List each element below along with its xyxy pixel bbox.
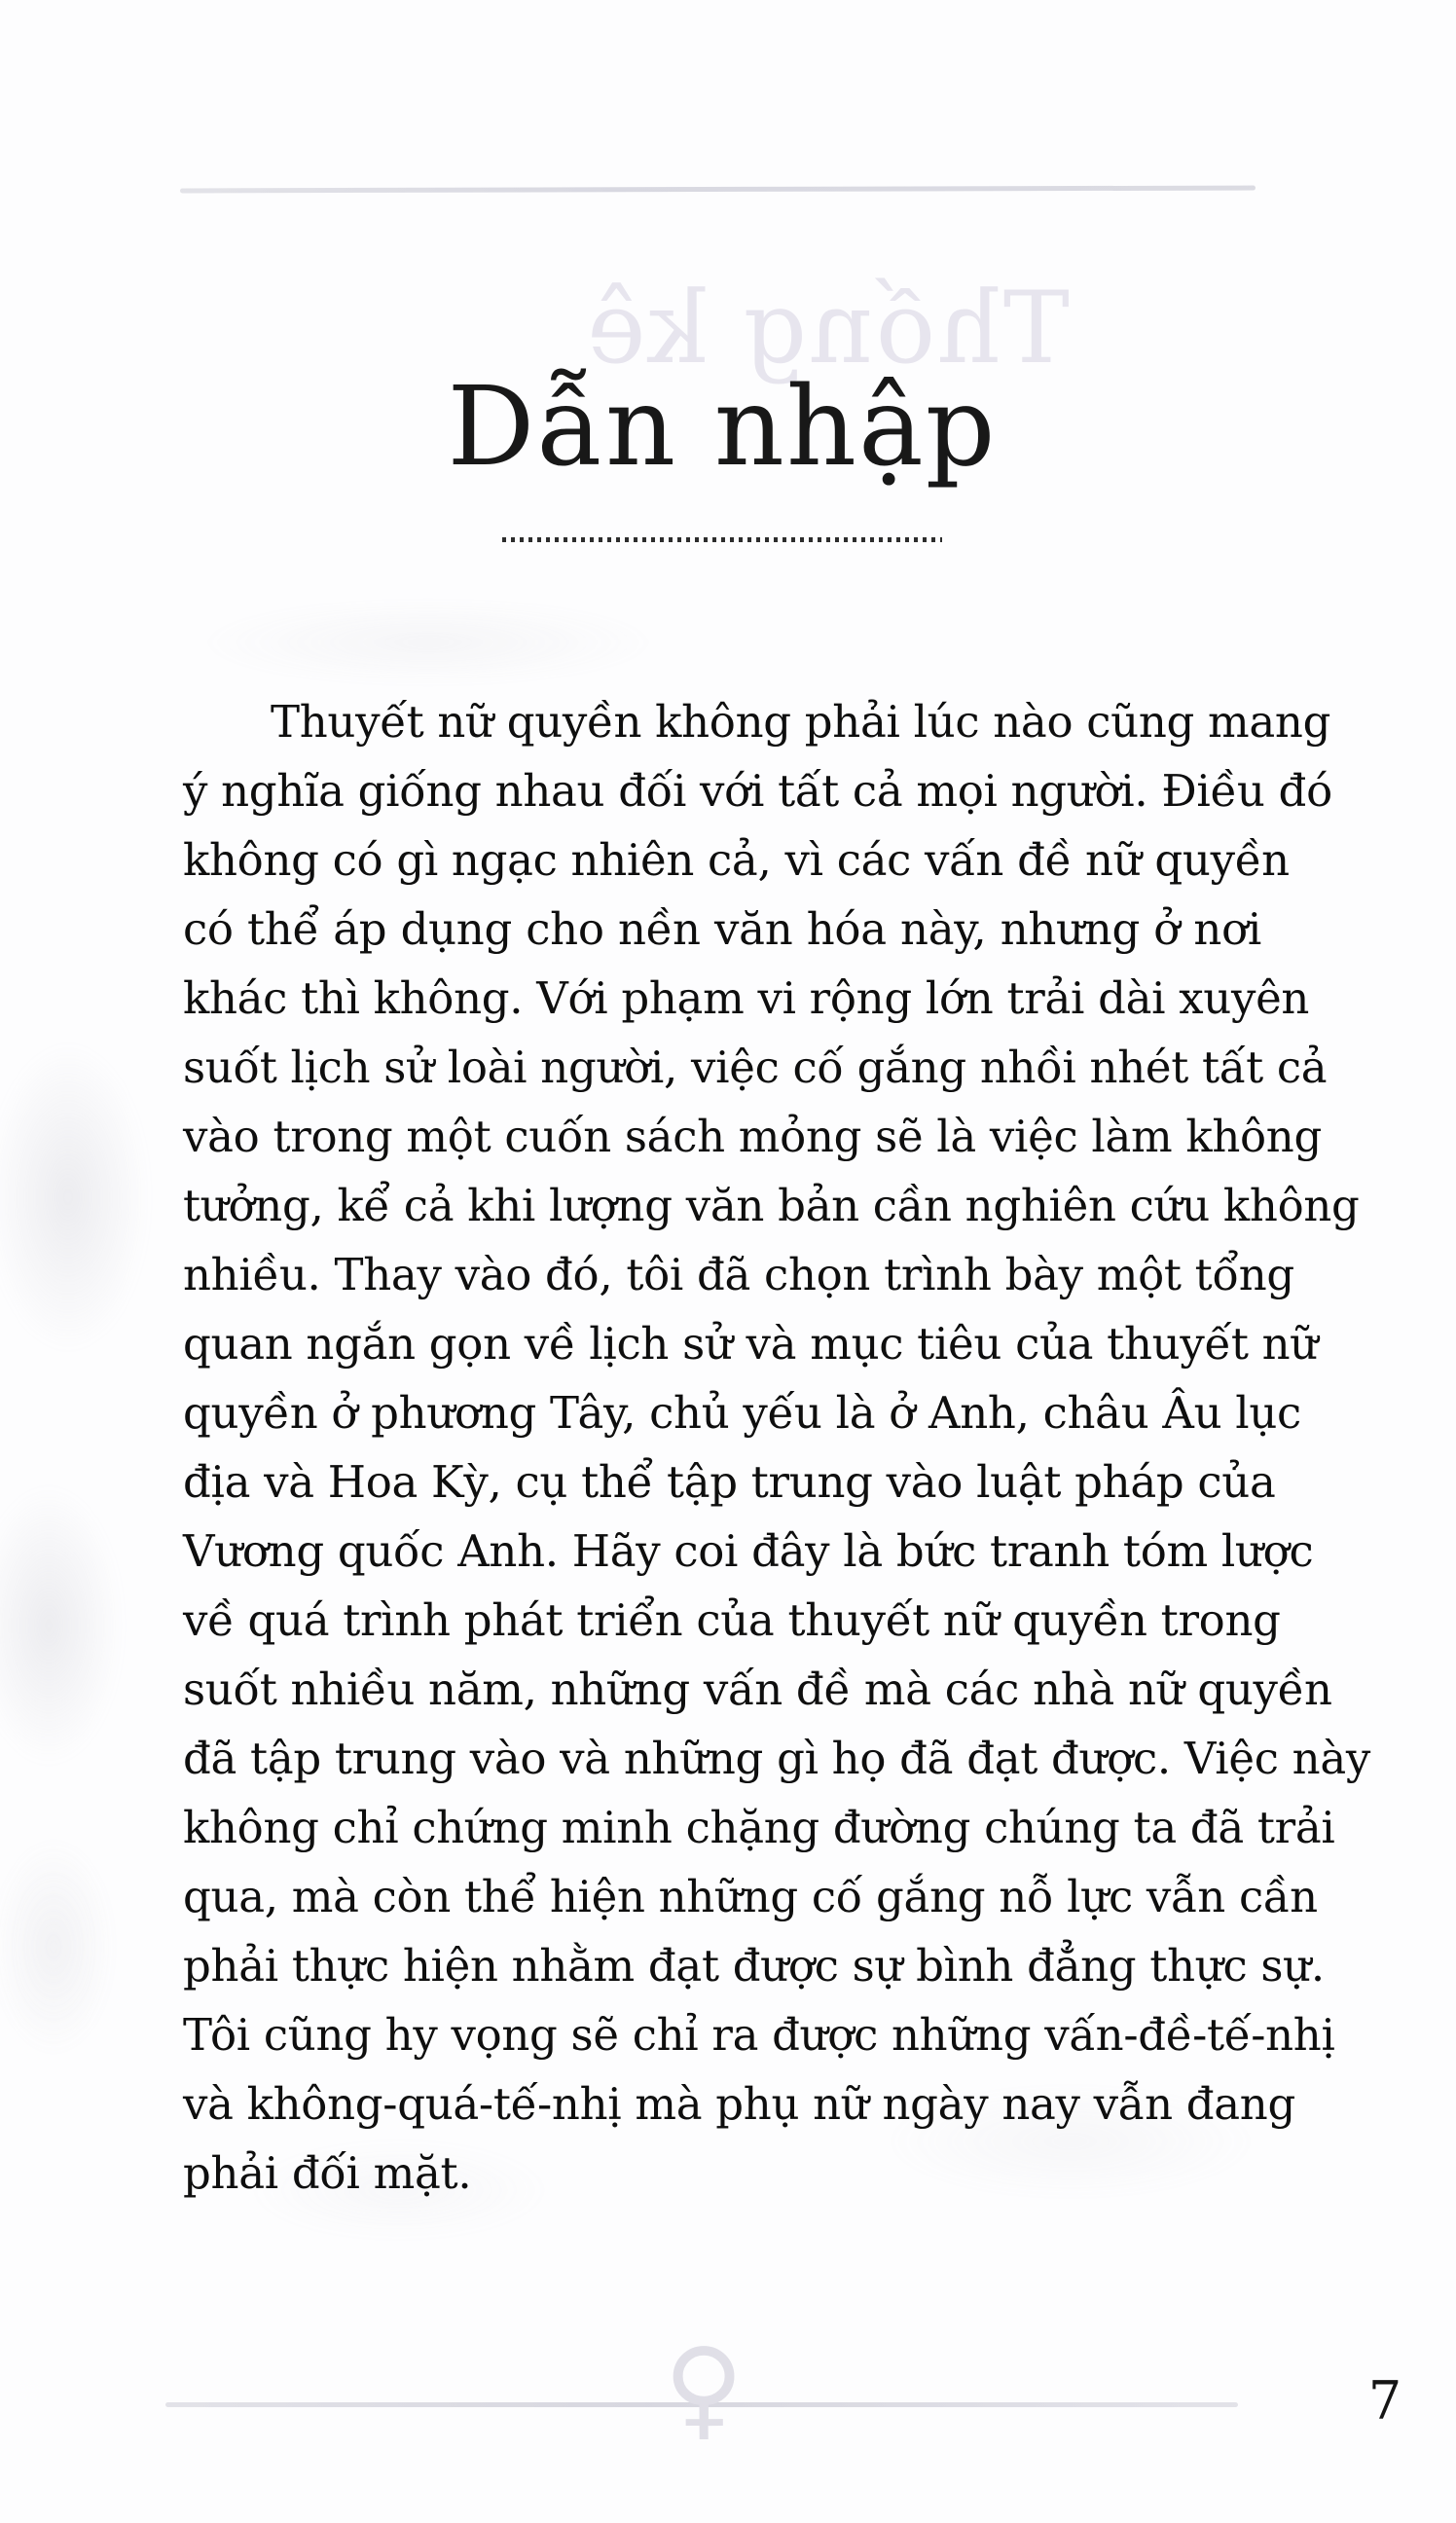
paragraph-line: quan ngắn gọn về lịch sử và mục tiêu của thuyết nữ bbox=[183, 1318, 1318, 1370]
paragraph-line: quyền ở phương Tây, chủ yếu là ở Anh, châu Âu lục bbox=[183, 1387, 1301, 1439]
title-dotted-underline bbox=[502, 536, 942, 543]
scan-blotch bbox=[0, 993, 175, 1402]
page-number: 7 bbox=[1367, 2370, 1402, 2432]
scan-blotch bbox=[0, 1801, 136, 2093]
paragraph-line: đã tập trung vào và những gì họ đã đạt được. Việc này bbox=[183, 1733, 1370, 1784]
bleedthrough-chapter-title: Thống kê bbox=[585, 271, 1070, 386]
paragraph-line: qua, mà còn thể hiện những cố gắng nỗ lực vẫn cần bbox=[183, 1871, 1318, 1922]
paragraph-line: ý nghĩa giống nhau đối với tất cả mọi người. Điều đó bbox=[183, 765, 1332, 817]
paragraph-line: nhiều. Thay vào đó, tôi đã chọn trình bày một tổng bbox=[183, 1249, 1294, 1300]
paragraph-line: Vương quốc Anh. Hãy coi đây là bức tranh tóm lược bbox=[183, 1525, 1314, 1577]
paragraph-line: phải đối mặt. bbox=[183, 2147, 472, 2199]
paragraph-line: suốt lịch sử loài người, việc cố gắng nhồi nhét tất cả bbox=[183, 1042, 1328, 1093]
paragraph-line: vào trong một cuốn sách mỏng sẽ là việc làm không bbox=[183, 1111, 1322, 1162]
scan-blotch bbox=[117, 584, 740, 701]
paragraph-line: không chỉ chứng minh chặng đường chúng ta đã trải bbox=[183, 1802, 1335, 1853]
paragraph-line: không có gì ngạc nhiên cả, vì các vấn đề nữ quyền bbox=[183, 834, 1290, 886]
paragraph-line: phải thực hiện nhằm đạt được sự bình đẳng thực sự. bbox=[183, 1940, 1325, 1992]
paragraph-line: và không-quá-tế-nhị mà phụ nữ ngày nay vẫn đang bbox=[183, 2078, 1295, 2130]
paragraph-line: địa và Hoa Kỳ, cụ thể tập trung vào luật pháp của bbox=[183, 1456, 1276, 1508]
paragraph-line: về quá trình phát triển của thuyết nữ quyền trong bbox=[183, 1594, 1281, 1646]
paragraph-line: Tôi cũng hy vọng sẽ chỉ ra được những vấn-đề-tế-nhị bbox=[183, 2009, 1335, 2061]
paragraph-line: Thuyết nữ quyền không phải lúc nào cũng mang bbox=[271, 696, 1331, 748]
paragraph-line: có thể áp dụng cho nền văn hóa này, nhưng ở nơi bbox=[183, 903, 1261, 955]
body-paragraph bbox=[183, 687, 1370, 2208]
paragraph-line: suốt nhiều năm, những vấn đề mà các nhà nữ quyền bbox=[183, 1664, 1332, 1715]
chapter-title: Dẫn nhập bbox=[447, 364, 998, 491]
scan-blotch bbox=[0, 1441, 146, 1810]
header-rule bbox=[180, 186, 1256, 194]
venus-icon: ♀ bbox=[664, 2325, 744, 2452]
paragraph-line: tưởng, kể cả khi lượng văn bản cần nghiên cứu không bbox=[183, 1180, 1360, 1231]
paragraph-line: khác thì không. Với phạm vi rộng lớn trải dài xuyên bbox=[183, 972, 1310, 1024]
